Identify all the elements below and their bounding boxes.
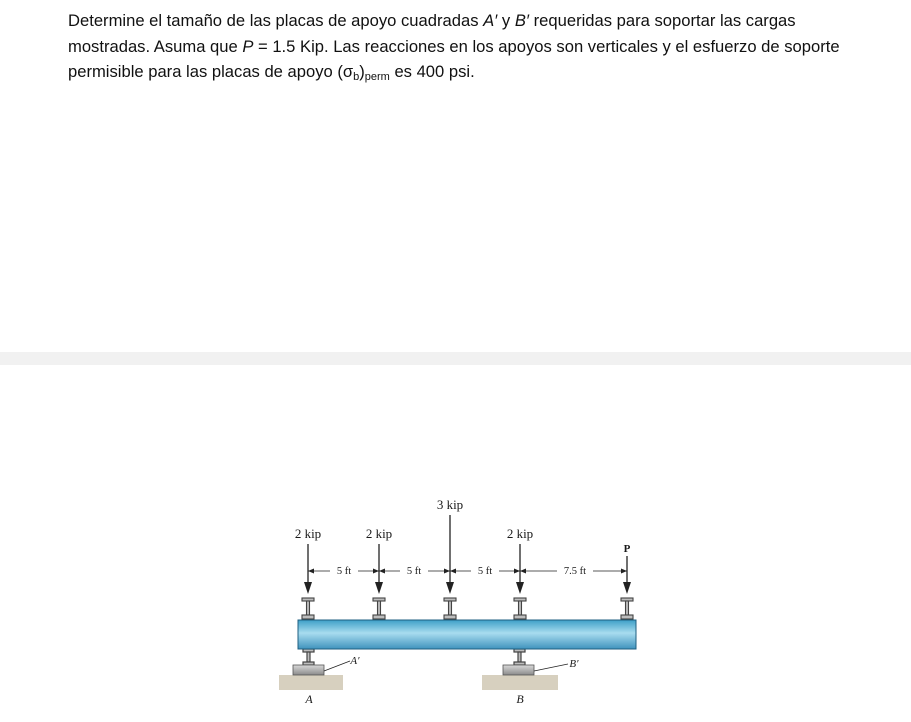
load-stem-3 <box>444 598 456 619</box>
dim-label-4: 7.5 ft <box>563 566 587 577</box>
dim-arrow-right-1 <box>373 569 379 574</box>
load-stem-2 <box>373 598 385 619</box>
symbol-p: P <box>242 36 254 56</box>
load-label-p: P <box>623 543 631 555</box>
load-label-4: 2 kip <box>506 526 534 541</box>
ground-b <box>482 675 558 690</box>
support-label-b: B <box>516 692 524 706</box>
ground-a <box>279 675 343 690</box>
load-arrow-head-2 <box>375 582 383 594</box>
beam <box>298 620 636 649</box>
load-stem-1 <box>302 598 314 619</box>
dim-arrow-left-1 <box>308 569 314 574</box>
symbol-a-prime: A′ <box>483 11 498 30</box>
problem-text-4: = 1.5 Kip. Las reacciones en los apoyos son verticales y el esfuerzo de soporte permisible para las placas de apoyo (σ <box>68 36 840 81</box>
load-arrow-head-3 <box>446 582 454 594</box>
problem-text-2: y <box>497 11 515 30</box>
plate-label-b-prime: B′ <box>569 658 579 670</box>
dim-arrow-right-4 <box>621 569 627 574</box>
load-label-3: 3 kip <box>436 497 464 512</box>
load-arrow-head-1 <box>304 582 312 594</box>
support-a-post <box>303 649 314 665</box>
load-label-1: 2 kip <box>294 526 322 541</box>
dim-arrow-left-2 <box>379 569 385 574</box>
problem-text-1: Determine el tamaño de las placas de apoyo cuadradas <box>68 11 484 30</box>
bearing-plate-b <box>503 665 534 675</box>
dim-arrow-left-4 <box>520 569 526 574</box>
plate-label-a-prime: A′ <box>350 655 360 667</box>
dim-label-1: 5 ft <box>336 566 352 577</box>
problem-text-5: ) <box>359 62 365 81</box>
problem-text-3: requeridas para soportar las cargas mostradas. Asuma que <box>68 11 796 56</box>
leader-a-prime <box>324 661 350 671</box>
dim-arrow-right-3 <box>514 569 520 574</box>
load-stem-4 <box>514 598 526 619</box>
load-arrow-head-5 <box>623 582 631 594</box>
load-label-2: 2 kip <box>365 526 393 541</box>
load-arrow-head-4 <box>516 582 524 594</box>
support-b-post <box>514 649 525 665</box>
subscript-b: b <box>353 71 360 83</box>
load-stem-5 <box>621 598 633 619</box>
dim-arrow-left-3 <box>450 569 456 574</box>
dim-arrow-right-2 <box>444 569 450 574</box>
leader-b-prime <box>534 664 568 671</box>
bearing-plate-a <box>293 665 324 675</box>
subscript-perm: perm <box>364 71 390 83</box>
dim-label-2: 5 ft <box>406 566 422 577</box>
support-label-a: A <box>305 692 313 706</box>
symbol-b-prime: B′ <box>514 11 530 30</box>
dim-label-3: 5 ft <box>477 566 493 577</box>
problem-text-6: es 400 psi. <box>389 62 475 81</box>
